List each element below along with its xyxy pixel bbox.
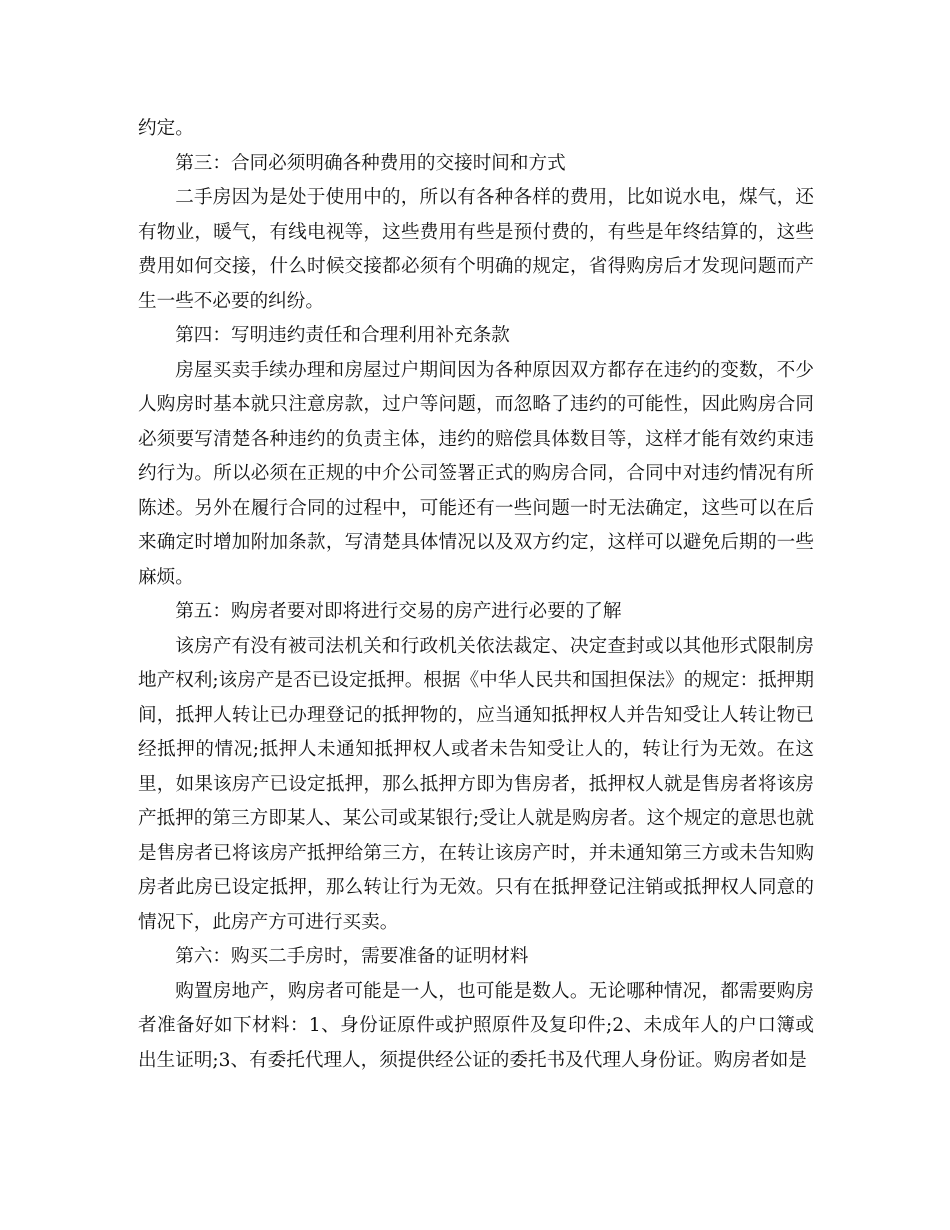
section-heading-third: 第三：合同必须明确各种费用的交接时间和方式	[175, 152, 566, 174]
section-heading-sixth: 第六：购买二手房时，需要准备的证明材料	[175, 946, 529, 967]
paragraph-mortgage: 该房产有没有被司法机关和行政机关依法裁定、决定查封或以其他形式限制房地产权利;该房产是否已设定抵押。根据《中华人民共和国担保法》的规定：抵押期间，抵押人转让已办理登记的抵押物的，应当通知抵押权人并告知受让人转让物已经抵押的情况;抵押人未通知抵押权人或者未告知受让人的，转让行为无效。在这里，如果该房产已设定抵押，那么抵押方即为售房者，抵押权人就是售房者将该房产抵押的第三方即某人、某公司或某银行;受让人就是购房者。这个规定的意思也就是售房者已将该房产抵押给第三方，在转让该房产时，并未通知第三方或未告知购房者此房已设定抵押，那么转让行为无效。只有在抵押登记注销或抵押权人同意的情况下，此房产方可进行买卖。	[138, 635, 814, 933]
section-heading-fourth: 第四：写明违约责任和合理利用补充条款	[175, 325, 510, 346]
paragraph-fees: 二手房因为是处于使用中的，所以有各种各样的费用，比如说水电，煤气，还有物业，暖气，有线电视等，这些费用有些是预付费的，有些是年终结算的，这些费用如何交接，什么时候交接都必须有个明确的规定，省得购房后才发现问题而产生一些不必要的纠纷。	[138, 187, 814, 312]
paragraph-continuation: 约定。	[138, 118, 194, 139]
paragraph-materials: 购置房地产，购房者可能是一人，也可能是数人。无论哪种情况，都需要购房者准备好如下材料：1、身份证原件或护照原件及复印件;2、未成年人的户口簿或出生证明;3、有委托代理人，须提供经公证的委托书及代理人身份证。购房者如是	[138, 980, 814, 1071]
document-page	[138, 112, 814, 1078]
section-heading-fifth: 第五：购房者要对即将进行交易的房产进行必要的了解	[175, 601, 622, 622]
paragraph-breach: 房屋买卖手续办理和房屋过户期间因为各种原因双方都存在违约的变数，不少人购房时基本就只注意房款，过户等问题，而忽略了违约的可能性，因此购房合同必须要写清楚各种违约的负责主体，违约的赔偿具体数目等，这样才能有效约束违约行为。所以必须在正规的中介公司签署正式的购房合同，合同中对违约情况有所陈述。另外在履行合同的过程中，可能还有一些问题一时无法确定，这些可以在后来确定时增加附加条款，写清楚具体情况以及双方约定，这样可以避免后期的一些麻烦。	[138, 359, 814, 588]
